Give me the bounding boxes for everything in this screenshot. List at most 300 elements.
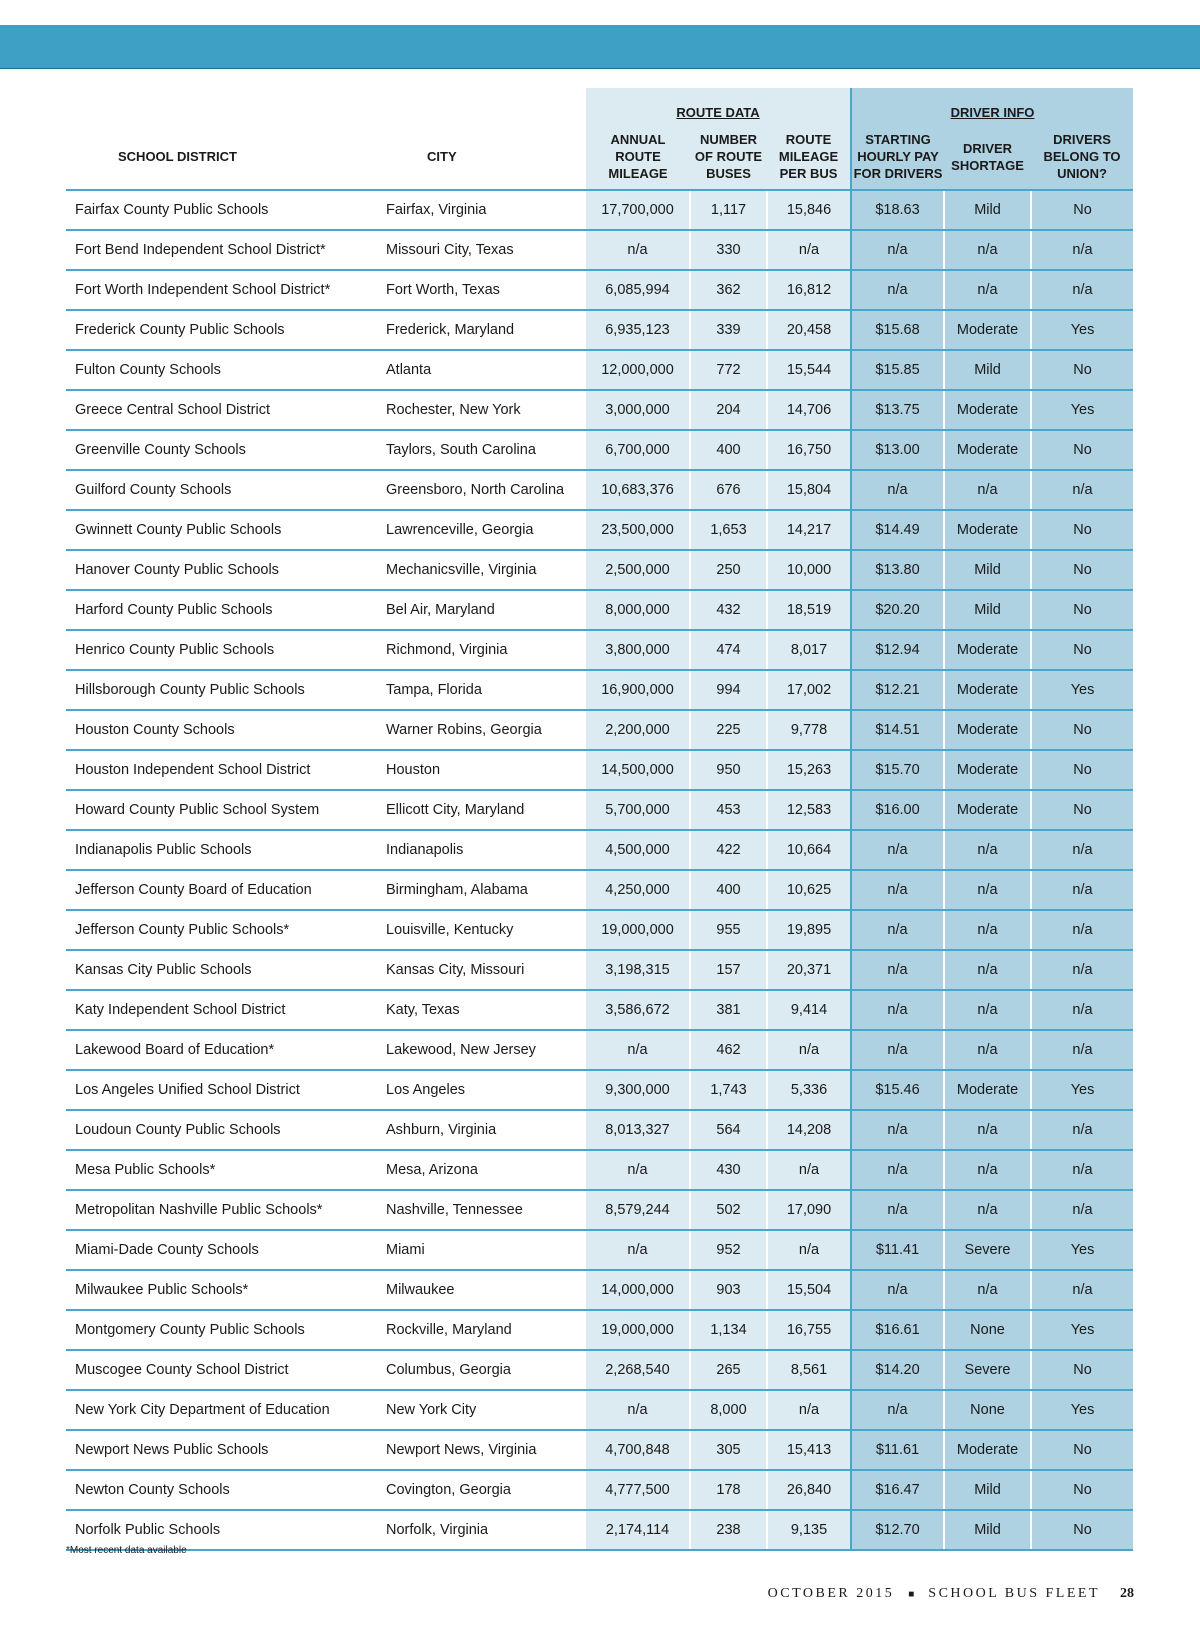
city-cell: Greensboro, North Carolina: [379, 470, 586, 510]
driver-shortage-cell: Mild: [944, 1470, 1031, 1510]
route-buses-cell: 676: [690, 470, 767, 510]
col-header-driver-shortage: DRIVER SHORTAGE: [944, 124, 1031, 190]
table-row: [66, 710, 1133, 750]
hourly-pay-cell: $15.46: [851, 1070, 944, 1110]
school-district-cell: Harford County Public Schools: [66, 590, 379, 630]
driver-shortage-cell: n/a: [944, 910, 1031, 950]
school-district-cell: Jefferson County Board of Education: [66, 870, 379, 910]
annual-route-mileage-cell: 6,700,000: [586, 430, 690, 470]
hourly-pay-cell: n/a: [851, 1390, 944, 1430]
table-row: [66, 1270, 1133, 1310]
mileage-per-bus-cell: 10,664: [767, 830, 851, 870]
driver-shortage-cell: n/a: [944, 1030, 1031, 1070]
school-district-cell: Fort Worth Independent School District*: [66, 270, 379, 310]
school-district-cell: Milwaukee Public Schools*: [66, 1270, 379, 1310]
annual-route-mileage-cell: 8,013,327: [586, 1110, 690, 1150]
mileage-per-bus-cell: 10,625: [767, 870, 851, 910]
table-row: [66, 670, 1133, 710]
union-cell: n/a: [1031, 910, 1133, 950]
school-district-cell: Fort Bend Independent School District*: [66, 230, 379, 270]
union-cell: Yes: [1031, 1390, 1133, 1430]
hourly-pay-cell: n/a: [851, 270, 944, 310]
table-row: [66, 790, 1133, 830]
city-cell: Katy, Texas: [379, 990, 586, 1030]
hourly-pay-cell: n/a: [851, 910, 944, 950]
col-header-school-district: SCHOOL DISTRICT: [66, 124, 379, 190]
page-number: 28: [1120, 1586, 1134, 1601]
table-row: [66, 430, 1133, 470]
school-district-cell: Katy Independent School District: [66, 990, 379, 1030]
annual-route-mileage-cell: 4,700,848: [586, 1430, 690, 1470]
city-cell: Norfolk, Virginia: [379, 1510, 586, 1550]
city-cell: Miami: [379, 1230, 586, 1270]
school-district-cell: Gwinnett County Public Schools: [66, 510, 379, 550]
annual-route-mileage-cell: n/a: [586, 1390, 690, 1430]
table-row: [66, 590, 1133, 630]
school-district-cell: Kansas City Public Schools: [66, 950, 379, 990]
mileage-per-bus-cell: 9,414: [767, 990, 851, 1030]
route-buses-cell: 157: [690, 950, 767, 990]
city-cell: Richmond, Virginia: [379, 630, 586, 670]
driver-shortage-cell: Mild: [944, 190, 1031, 230]
table-row: [66, 950, 1133, 990]
school-district-cell: Hillsborough County Public Schools: [66, 670, 379, 710]
city-cell: Missouri City, Texas: [379, 230, 586, 270]
group-header-row: [66, 88, 1133, 124]
school-district-cell: Indianapolis Public Schools: [66, 830, 379, 870]
school-district-cell: Loudoun County Public Schools: [66, 1110, 379, 1150]
school-district-cell: Mesa Public Schools*: [66, 1150, 379, 1190]
mileage-per-bus-cell: n/a: [767, 1230, 851, 1270]
annual-route-mileage-cell: 8,579,244: [586, 1190, 690, 1230]
hourly-pay-cell: $14.20: [851, 1350, 944, 1390]
hourly-pay-cell: $13.80: [851, 550, 944, 590]
route-buses-cell: 204: [690, 390, 767, 430]
issue-date: OCTOBER 2015: [767, 1586, 895, 1601]
city-cell: Taylors, South Carolina: [379, 430, 586, 470]
mileage-per-bus-cell: 14,208: [767, 1110, 851, 1150]
mileage-per-bus-cell: 15,804: [767, 470, 851, 510]
annual-route-mileage-cell: 16,900,000: [586, 670, 690, 710]
union-cell: Yes: [1031, 670, 1133, 710]
annual-route-mileage-cell: n/a: [586, 1030, 690, 1070]
school-district-cell: New York City Department of Education: [66, 1390, 379, 1430]
driver-shortage-cell: Moderate: [944, 430, 1031, 470]
city-cell: Fairfax, Virginia: [379, 190, 586, 230]
hourly-pay-cell: n/a: [851, 1190, 944, 1230]
mileage-per-bus-cell: 5,336: [767, 1070, 851, 1110]
route-buses-cell: 564: [690, 1110, 767, 1150]
annual-route-mileage-cell: 3,198,315: [586, 950, 690, 990]
table-row: [66, 870, 1133, 910]
table-row: [66, 1230, 1133, 1270]
city-cell: Lakewood, New Jersey: [379, 1030, 586, 1070]
union-cell: Yes: [1031, 310, 1133, 350]
school-district-cell: Henrico County Public Schools: [66, 630, 379, 670]
table-row: [66, 830, 1133, 870]
union-cell: n/a: [1031, 1190, 1133, 1230]
annual-route-mileage-cell: 2,268,540: [586, 1350, 690, 1390]
hourly-pay-cell: n/a: [851, 470, 944, 510]
driver-shortage-cell: n/a: [944, 270, 1031, 310]
hourly-pay-cell: $15.85: [851, 350, 944, 390]
driver-shortage-cell: n/a: [944, 1150, 1031, 1190]
union-cell: No: [1031, 190, 1133, 230]
hourly-pay-cell: $14.49: [851, 510, 944, 550]
union-cell: n/a: [1031, 270, 1133, 310]
route-buses-cell: 8,000: [690, 1390, 767, 1430]
school-district-cell: Los Angeles Unified School District: [66, 1070, 379, 1110]
city-cell: Bel Air, Maryland: [379, 590, 586, 630]
school-district-cell: Metropolitan Nashville Public Schools*: [66, 1190, 379, 1230]
union-cell: No: [1031, 710, 1133, 750]
route-buses-cell: 453: [690, 790, 767, 830]
hourly-pay-cell: n/a: [851, 1110, 944, 1150]
driver-shortage-cell: n/a: [944, 830, 1031, 870]
hourly-pay-cell: $12.94: [851, 630, 944, 670]
hourly-pay-cell: $11.61: [851, 1430, 944, 1470]
city-cell: Atlanta: [379, 350, 586, 390]
route-buses-cell: 400: [690, 430, 767, 470]
col-header-number-of-route-buses: NUMBER OF ROUTE BUSES: [690, 124, 767, 190]
route-buses-cell: 422: [690, 830, 767, 870]
school-district-cell: Newton County Schools: [66, 1470, 379, 1510]
table-row: [66, 1430, 1133, 1470]
mileage-per-bus-cell: 17,090: [767, 1190, 851, 1230]
driver-shortage-cell: Moderate: [944, 790, 1031, 830]
union-cell: Yes: [1031, 1310, 1133, 1350]
annual-route-mileage-cell: 14,000,000: [586, 1270, 690, 1310]
col-header-route-mileage-per-bus: ROUTE MILEAGE PER BUS: [767, 124, 851, 190]
driver-shortage-cell: n/a: [944, 470, 1031, 510]
driver-shortage-cell: n/a: [944, 230, 1031, 270]
mileage-per-bus-cell: 19,895: [767, 910, 851, 950]
annual-route-mileage-cell: 3,800,000: [586, 630, 690, 670]
driver-shortage-cell: Moderate: [944, 750, 1031, 790]
hourly-pay-cell: n/a: [851, 950, 944, 990]
annual-route-mileage-cell: n/a: [586, 1150, 690, 1190]
hourly-pay-cell: $18.63: [851, 190, 944, 230]
annual-route-mileage-cell: 4,777,500: [586, 1470, 690, 1510]
union-cell: No: [1031, 1430, 1133, 1470]
city-cell: Houston: [379, 750, 586, 790]
driver-shortage-cell: None: [944, 1310, 1031, 1350]
school-district-cell: Newport News Public Schools: [66, 1430, 379, 1470]
route-buses-cell: 330: [690, 230, 767, 270]
annual-route-mileage-cell: 9,300,000: [586, 1070, 690, 1110]
route-buses-cell: 955: [690, 910, 767, 950]
city-cell: Kansas City, Missouri: [379, 950, 586, 990]
union-cell: No: [1031, 350, 1133, 390]
route-buses-cell: 772: [690, 350, 767, 390]
table-row: [66, 1350, 1133, 1390]
city-cell: Tampa, Florida: [379, 670, 586, 710]
route-buses-cell: 430: [690, 1150, 767, 1190]
mileage-per-bus-cell: 26,840: [767, 1470, 851, 1510]
union-cell: n/a: [1031, 990, 1133, 1030]
school-district-data-table: [66, 88, 1133, 1551]
school-district-cell: Fulton County Schools: [66, 350, 379, 390]
hourly-pay-cell: $16.47: [851, 1470, 944, 1510]
union-cell: No: [1031, 550, 1133, 590]
route-buses-cell: 432: [690, 590, 767, 630]
hourly-pay-cell: $13.00: [851, 430, 944, 470]
driver-shortage-cell: n/a: [944, 950, 1031, 990]
driver-shortage-cell: n/a: [944, 870, 1031, 910]
driver-shortage-cell: Moderate: [944, 1070, 1031, 1110]
union-cell: n/a: [1031, 230, 1133, 270]
route-buses-cell: 250: [690, 550, 767, 590]
route-buses-cell: 1,134: [690, 1310, 767, 1350]
mileage-per-bus-cell: n/a: [767, 1390, 851, 1430]
table-row: [66, 190, 1133, 230]
hourly-pay-cell: $16.00: [851, 790, 944, 830]
hourly-pay-cell: n/a: [851, 990, 944, 1030]
driver-shortage-cell: n/a: [944, 990, 1031, 1030]
driver-shortage-cell: n/a: [944, 1270, 1031, 1310]
route-buses-cell: 238: [690, 1510, 767, 1550]
mileage-per-bus-cell: n/a: [767, 230, 851, 270]
mileage-per-bus-cell: 9,778: [767, 710, 851, 750]
column-header-row: [66, 124, 1133, 190]
driver-shortage-cell: n/a: [944, 1190, 1031, 1230]
union-cell: No: [1031, 430, 1133, 470]
school-district-cell: Houston Independent School District: [66, 750, 379, 790]
hourly-pay-cell: $12.70: [851, 1510, 944, 1550]
union-cell: No: [1031, 630, 1133, 670]
city-cell: New York City: [379, 1390, 586, 1430]
city-cell: Newport News, Virginia: [379, 1430, 586, 1470]
table-row: [66, 990, 1133, 1030]
mileage-per-bus-cell: 8,561: [767, 1350, 851, 1390]
table-row: [66, 1030, 1133, 1070]
route-buses-cell: 1,743: [690, 1070, 767, 1110]
route-buses-cell: 950: [690, 750, 767, 790]
driver-shortage-cell: Mild: [944, 550, 1031, 590]
school-district-cell: Lakewood Board of Education*: [66, 1030, 379, 1070]
route-buses-cell: 462: [690, 1030, 767, 1070]
mileage-per-bus-cell: 15,846: [767, 190, 851, 230]
driver-shortage-cell: Mild: [944, 1510, 1031, 1550]
group-spacer: [379, 88, 586, 124]
hourly-pay-cell: $16.61: [851, 1310, 944, 1350]
annual-route-mileage-cell: 10,683,376: [586, 470, 690, 510]
annual-route-mileage-cell: 23,500,000: [586, 510, 690, 550]
annual-route-mileage-cell: 17,700,000: [586, 190, 690, 230]
table-row: [66, 1310, 1133, 1350]
table-row: [66, 1510, 1133, 1550]
annual-route-mileage-cell: 3,000,000: [586, 390, 690, 430]
union-cell: n/a: [1031, 830, 1133, 870]
mileage-per-bus-cell: 15,413: [767, 1430, 851, 1470]
table-row: [66, 310, 1133, 350]
table-row: [66, 390, 1133, 430]
union-cell: No: [1031, 1470, 1133, 1510]
annual-route-mileage-cell: 4,250,000: [586, 870, 690, 910]
hourly-pay-cell: $13.75: [851, 390, 944, 430]
driver-shortage-cell: n/a: [944, 1110, 1031, 1150]
union-cell: No: [1031, 590, 1133, 630]
city-cell: Indianapolis: [379, 830, 586, 870]
driver-shortage-cell: Moderate: [944, 710, 1031, 750]
route-data-label: ROUTE DATA: [676, 105, 760, 120]
union-cell: n/a: [1031, 950, 1133, 990]
driver-shortage-cell: Moderate: [944, 390, 1031, 430]
route-buses-cell: 502: [690, 1190, 767, 1230]
hourly-pay-cell: $15.68: [851, 310, 944, 350]
annual-route-mileage-cell: 14,500,000: [586, 750, 690, 790]
city-cell: Lawrenceville, Georgia: [379, 510, 586, 550]
city-cell: Louisville, Kentucky: [379, 910, 586, 950]
hourly-pay-cell: $20.20: [851, 590, 944, 630]
mileage-per-bus-cell: 15,504: [767, 1270, 851, 1310]
table-body: [66, 190, 1133, 1550]
annual-route-mileage-cell: 2,174,114: [586, 1510, 690, 1550]
driver-shortage-cell: Moderate: [944, 670, 1031, 710]
group-spacer: [66, 88, 379, 124]
school-district-cell: Norfolk Public Schools: [66, 1510, 379, 1550]
hourly-pay-cell: n/a: [851, 1150, 944, 1190]
route-buses-cell: 362: [690, 270, 767, 310]
annual-route-mileage-cell: 19,000,000: [586, 1310, 690, 1350]
city-cell: Warner Robins, Georgia: [379, 710, 586, 750]
union-cell: n/a: [1031, 470, 1133, 510]
route-buses-cell: 903: [690, 1270, 767, 1310]
mileage-per-bus-cell: 14,706: [767, 390, 851, 430]
route-buses-cell: 1,653: [690, 510, 767, 550]
hourly-pay-cell: n/a: [851, 1030, 944, 1070]
mileage-per-bus-cell: 20,371: [767, 950, 851, 990]
mileage-per-bus-cell: n/a: [767, 1150, 851, 1190]
annual-route-mileage-cell: 4,500,000: [586, 830, 690, 870]
union-cell: Yes: [1031, 1230, 1133, 1270]
route-buses-cell: 381: [690, 990, 767, 1030]
annual-route-mileage-cell: 2,200,000: [586, 710, 690, 750]
table-row: [66, 470, 1133, 510]
route-buses-cell: 952: [690, 1230, 767, 1270]
annual-route-mileage-cell: 6,085,994: [586, 270, 690, 310]
driver-shortage-cell: Moderate: [944, 630, 1031, 670]
city-cell: Birmingham, Alabama: [379, 870, 586, 910]
annual-route-mileage-cell: 3,586,672: [586, 990, 690, 1030]
mileage-per-bus-cell: 15,263: [767, 750, 851, 790]
annual-route-mileage-cell: 6,935,123: [586, 310, 690, 350]
driver-shortage-cell: Moderate: [944, 510, 1031, 550]
mileage-per-bus-cell: 16,750: [767, 430, 851, 470]
table-row: [66, 350, 1133, 390]
city-cell: Covington, Georgia: [379, 1470, 586, 1510]
mileage-per-bus-cell: 15,544: [767, 350, 851, 390]
school-district-cell: Hanover County Public Schools: [66, 550, 379, 590]
table-row: [66, 510, 1133, 550]
mileage-per-bus-cell: 14,217: [767, 510, 851, 550]
table-row: [66, 630, 1133, 670]
mileage-per-bus-cell: 10,000: [767, 550, 851, 590]
hourly-pay-cell: n/a: [851, 230, 944, 270]
annual-route-mileage-cell: 12,000,000: [586, 350, 690, 390]
table-row: [66, 1390, 1133, 1430]
route-data-group-header: [586, 88, 851, 124]
school-district-cell: Greece Central School District: [66, 390, 379, 430]
hourly-pay-cell: n/a: [851, 870, 944, 910]
school-district-cell: Howard County Public School System: [66, 790, 379, 830]
col-header-city: CITY: [379, 124, 586, 190]
separator-bullet-icon: ■: [908, 1588, 915, 1600]
driver-shortage-cell: Mild: [944, 590, 1031, 630]
hourly-pay-cell: $14.51: [851, 710, 944, 750]
city-cell: Rochester, New York: [379, 390, 586, 430]
union-cell: No: [1031, 750, 1133, 790]
route-buses-cell: 178: [690, 1470, 767, 1510]
hourly-pay-cell: $15.70: [851, 750, 944, 790]
mileage-per-bus-cell: n/a: [767, 1030, 851, 1070]
school-district-cell: Jefferson County Public Schools*: [66, 910, 379, 950]
mileage-per-bus-cell: 16,812: [767, 270, 851, 310]
annual-route-mileage-cell: 2,500,000: [586, 550, 690, 590]
school-district-cell: Miami-Dade County Schools: [66, 1230, 379, 1270]
mileage-per-bus-cell: 20,458: [767, 310, 851, 350]
school-district-cell: Houston County Schools: [66, 710, 379, 750]
annual-route-mileage-cell: n/a: [586, 1230, 690, 1270]
union-cell: n/a: [1031, 870, 1133, 910]
mileage-per-bus-cell: 18,519: [767, 590, 851, 630]
mileage-per-bus-cell: 9,135: [767, 1510, 851, 1550]
driver-shortage-cell: Moderate: [944, 310, 1031, 350]
school-district-cell: Fairfax County Public Schools: [66, 190, 379, 230]
city-cell: Columbus, Georgia: [379, 1350, 586, 1390]
union-cell: No: [1031, 510, 1133, 550]
route-buses-cell: 339: [690, 310, 767, 350]
route-buses-cell: 400: [690, 870, 767, 910]
school-district-cell: Guilford County Schools: [66, 470, 379, 510]
table-row: [66, 1470, 1133, 1510]
union-cell: No: [1031, 790, 1133, 830]
city-cell: Mesa, Arizona: [379, 1150, 586, 1190]
hourly-pay-cell: $11.41: [851, 1230, 944, 1270]
col-header-drivers-union: DRIVERS BELONG TO UNION?: [1031, 124, 1133, 190]
table-row: [66, 910, 1133, 950]
route-buses-cell: 994: [690, 670, 767, 710]
school-district-cell: Frederick County Public Schools: [66, 310, 379, 350]
union-cell: n/a: [1031, 1030, 1133, 1070]
union-cell: No: [1031, 1510, 1133, 1550]
union-cell: n/a: [1031, 1270, 1133, 1310]
union-cell: Yes: [1031, 1070, 1133, 1110]
table-row: [66, 270, 1133, 310]
annual-route-mileage-cell: 19,000,000: [586, 910, 690, 950]
driver-shortage-cell: Severe: [944, 1350, 1031, 1390]
city-cell: Fort Worth, Texas: [379, 270, 586, 310]
mileage-per-bus-cell: 12,583: [767, 790, 851, 830]
route-buses-cell: 225: [690, 710, 767, 750]
city-cell: Los Angeles: [379, 1070, 586, 1110]
route-buses-cell: 474: [690, 630, 767, 670]
city-cell: Rockville, Maryland: [379, 1310, 586, 1350]
mileage-per-bus-cell: 17,002: [767, 670, 851, 710]
city-cell: Ashburn, Virginia: [379, 1110, 586, 1150]
city-cell: Ellicott City, Maryland: [379, 790, 586, 830]
union-cell: No: [1031, 1350, 1133, 1390]
city-cell: Frederick, Maryland: [379, 310, 586, 350]
route-buses-cell: 1,117: [690, 190, 767, 230]
header-color-band: [0, 25, 1200, 69]
driver-shortage-cell: Moderate: [944, 1430, 1031, 1470]
table-row: [66, 1070, 1133, 1110]
school-district-cell: Montgomery County Public Schools: [66, 1310, 379, 1350]
driver-info-label: DRIVER INFO: [950, 105, 1035, 120]
city-cell: Mechanicsville, Virginia: [379, 550, 586, 590]
driver-info-group-header: [851, 88, 1133, 124]
